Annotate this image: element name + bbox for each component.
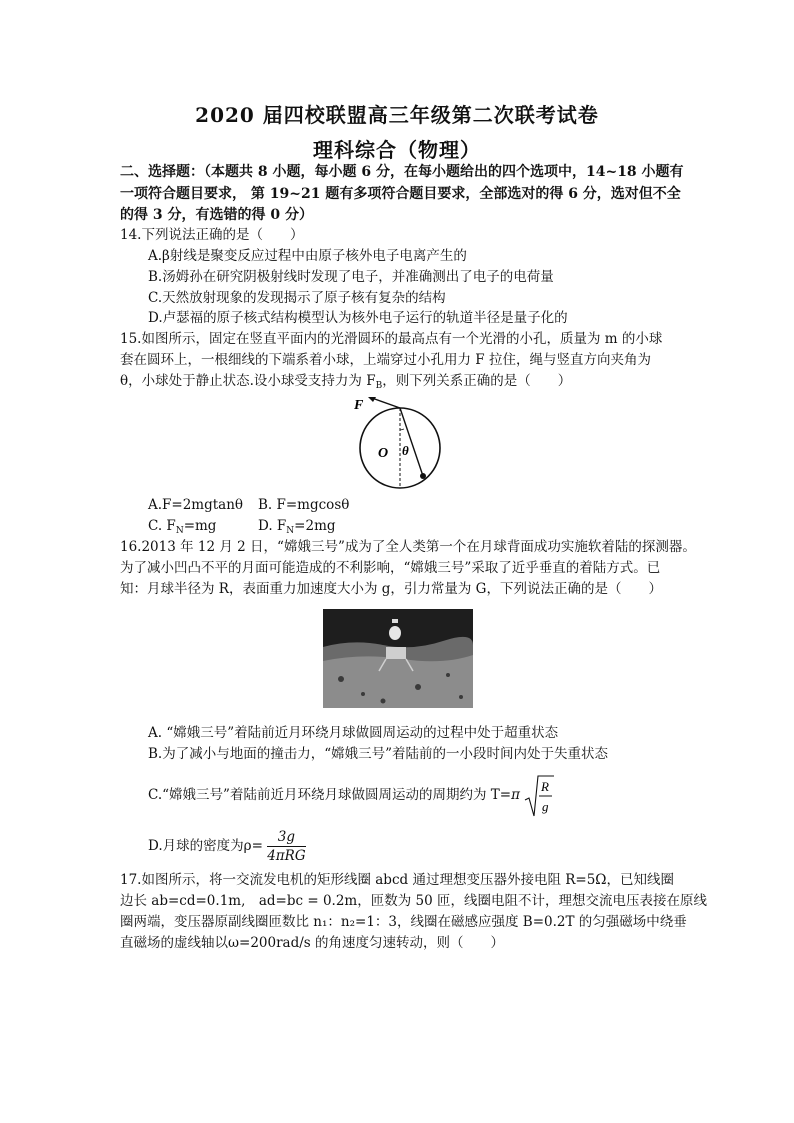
q15-stem-subscript: B <box>375 381 383 391</box>
q15-stem-line-3 <box>120 372 571 395</box>
exam-title: 2020 届四校联盟高三年级第二次联考试卷 <box>195 103 599 127</box>
q15-option-d-text: D. F <box>258 518 287 534</box>
q16-option-c-pi: π <box>511 787 520 803</box>
q16-option-d-text: D.月球的密度为ρ= <box>148 838 263 854</box>
q14-option-d: D.卢瑟福的原子核式结构模型认为核外电子运行的轨道半径是量子化的 <box>148 310 568 326</box>
q15-option-c <box>148 517 216 540</box>
q14-option-a: A.β射线是聚变反应过程中由原子核外电子电离产生的 <box>148 248 467 264</box>
q16-stem-line-1: 16.2013 年 12 月 2 日，“嫦娥三号”成为了全人类第一个在月球背面成功实施软着陆的探测器。 <box>120 539 696 555</box>
q17-stem-line-1: 17.如图所示，将一交流发电机的矩形线圈 abcd 通过理想变压器外接电阻 R=5Ω，已知线圈 <box>120 872 674 888</box>
q16-stem-line-2: 为了减小凹凸不平的月面可能造成的不利影响，“嫦娥三号”采取了近乎垂直的着陆方式。已 <box>120 560 661 576</box>
angle-arc <box>400 429 404 430</box>
q14-option-b: B.汤姆孙在研究阴极射线时发现了电子，并准确测出了电子的电荷量 <box>148 269 554 285</box>
section-instructions-line-2: 一项符合题目要求， 第 19~21 题有多项符合题目要求，全部选对的得 6 分，选对但不全 <box>120 186 681 202</box>
q15-option-b: B. F=mgcosθ <box>258 497 350 513</box>
q15-option-c-sub: N <box>175 526 184 536</box>
q15-option-c-end: =mg <box>183 518 217 534</box>
label-O: O <box>378 446 389 461</box>
q15-stem-line-1: 15.如图所示，固定在竖直平面内的光滑圆环的最高点有一个光滑的小孔，质量为 m 的小球 <box>120 331 663 347</box>
fraction-numerator: 3g <box>267 828 305 847</box>
density-fraction <box>267 828 305 865</box>
q15-stem-line-2: 套在圆环上，一根细线的下端系着小球，上端穿过小孔用力 F 拉住，绳与竖直方向夹角为 <box>120 352 651 368</box>
q15-stem-text: θ，小球处于静止状态.设小球受支持力为 F <box>120 373 376 389</box>
q15-option-d <box>258 517 336 540</box>
label-theta: θ <box>402 443 409 458</box>
q17-stem-line-3: 圈两端，变压器原副线圈匝数比 n₁：n₂=1：3，线圈在磁感应强度 B=0.2T 的匀强磁场中绕垂 <box>120 914 687 930</box>
lunar-lander-photo <box>323 609 473 708</box>
q16-stem-line-3: 知：月球半径为 R，表面重力加速度大小为 g，引力常量为 G，下列说法正确的是（ ） <box>120 581 662 597</box>
q16-option-b: B.为了减小与地面的撞击力，“嫦娥三号”着陆前的一小段时间内处于失重状态 <box>148 746 609 762</box>
q16-option-c <box>148 772 554 818</box>
q16-option-d <box>148 826 306 866</box>
q16-option-c-text: C.“嫦娥三号”着陆前近月环绕月球做圆周运动的周期约为 T= <box>148 787 512 803</box>
q15-stem-text-end: ，则下列关系正确的是（ ） <box>382 373 572 389</box>
q15-option-d-end: =2mg <box>294 518 336 534</box>
q15-option-c-text: C. F <box>148 518 176 534</box>
q14-stem: 14.下列说法正确的是（ ） <box>120 227 304 243</box>
q15-option-d-sub: N <box>286 526 295 536</box>
exam-subtitle: 理科综合（物理） <box>313 138 481 162</box>
q17-stem-line-4: 直磁场的虚线轴以ω=200rad/s 的角速度匀速转动，则（ ） <box>120 935 504 951</box>
q15-ring-diagram <box>350 395 450 495</box>
sqrt-symbol <box>524 774 554 818</box>
section-instructions-line-3: 的得 3 分，有选错的得 0 分） <box>120 207 313 223</box>
q14-option-c: C.天然放射现象的发现揭示了原子核有复杂的结构 <box>148 290 446 306</box>
ball <box>420 473 426 479</box>
sqrt-denominator: g <box>542 798 549 814</box>
q16-option-a: A. “嫦娥三号”着陆前近月环绕月球做圆周运动的过程中处于超重状态 <box>148 725 559 741</box>
label-F: F <box>354 398 364 413</box>
q15-option-a: A.F=2mgtanθ <box>148 497 244 513</box>
string-line <box>400 408 423 476</box>
fraction-denominator: 4πRG <box>267 848 306 864</box>
section-instructions-line-1: 二、选择题：（本题共 8 小题，每小题 6 分，在每小题给出的四个选项中，14~18 小题有 <box>120 164 684 180</box>
q17-stem-line-2: 边长 ab=cd=0.1m, ad=bc = 0.2m，匝数为 50 匝，线圈电阻不计，理想交流电压表接在原线 <box>120 893 707 909</box>
sqrt-numerator: R <box>541 778 550 794</box>
force-arrow <box>372 398 400 408</box>
